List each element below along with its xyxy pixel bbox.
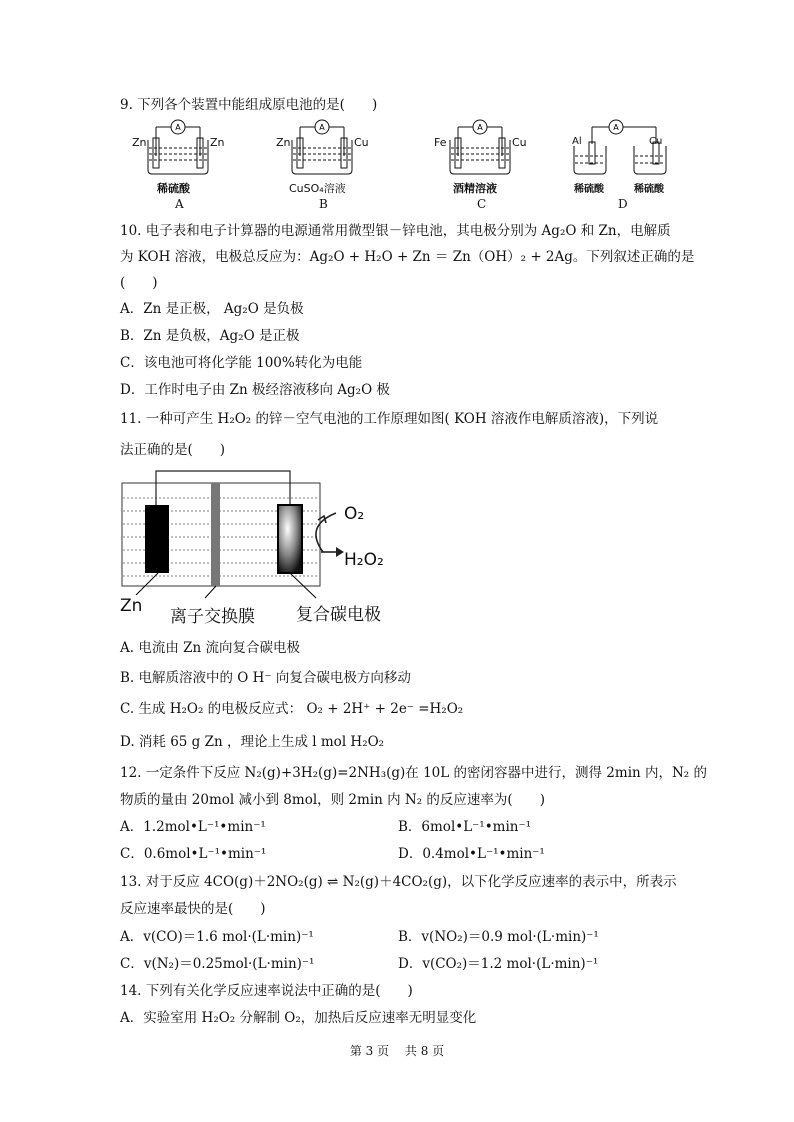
q12-option-d: D．0.4mol•L⁻¹•min⁻¹ xyxy=(398,846,545,862)
q9-stem: 9. 下列各个装置中能组成原电池的是( ) xyxy=(120,97,378,113)
q12-option-b: B．6mol•L⁻¹•min⁻¹ xyxy=(398,819,532,835)
ammeter-label-b: A xyxy=(319,123,325,132)
q13-line2: 反应速率最快的是( ) xyxy=(120,901,266,917)
device-d-letter: D xyxy=(618,197,628,211)
device-d-solution-right: 稀硫酸 xyxy=(634,184,664,195)
q11-option-b: B. 电解质溶液中的 O H⁻ 向复合碳电极方向移动 xyxy=(120,670,411,686)
page-footer: 第 3 页 共 8 页 xyxy=(349,1044,445,1058)
device-c-solution: 酒精溶液 xyxy=(453,182,497,195)
q11-option-c: C. 生成 H₂O₂ 的电极反应式： O₂ + 2H⁺ + 2e⁻ =H₂O₂ xyxy=(120,701,464,717)
device-b-left-electrode: Zn xyxy=(276,136,291,149)
device-a-left-electrode: Zn xyxy=(132,136,147,149)
q10-option-d: D．工作时电子由 Zn 极经溶液移向 Ag₂O 极 xyxy=(120,382,390,398)
label-h2o2: H₂O₂ xyxy=(344,550,384,570)
label-ion-exchange-membrane: 离子交换膜 xyxy=(170,607,255,627)
q10-option-c: C．该电池可将化学能 100%转化为电能 xyxy=(120,355,363,371)
label-o2: O₂ xyxy=(344,504,365,524)
label-zn-electrode: Zn xyxy=(120,596,143,616)
q10-line3: ( ) xyxy=(120,275,158,291)
ammeter-label-d: A xyxy=(613,123,619,132)
q10-line1: 10. 电子表和电子计算器的电源通常用微型银－锌电池，其电极分别为 Ag₂O 和 Zn，电解质 xyxy=(120,223,671,239)
device-c-left-electrode: Fe xyxy=(434,136,447,149)
device-b-letter: B xyxy=(319,197,328,211)
q11-line1: 11. 一种可产生 H₂O₂ 的锌－空气电池的工作原理如图( KOH 溶液作电解质溶液)，下列说 xyxy=(120,411,659,427)
ammeter-label-a: A xyxy=(175,123,181,132)
device-a-solution: 稀硫酸 xyxy=(157,182,190,195)
device-d-solution-left: 稀硫酸 xyxy=(574,184,604,195)
q14-option-a: A．实验室用 H₂O₂ 分解制 O₂，加热后反应速率无明显变化 xyxy=(120,1010,477,1026)
q11-option-a: A. 电流由 Zn 流向复合碳电极 xyxy=(120,640,300,656)
q13-line1: 13. 对于反应 4CO(g)＋2NO₂(g) ⇌ N₂(g)＋4CO₂(g)，以下化学反应速率的表示中，所表示 xyxy=(120,874,677,890)
device-a-right-electrode: Zn xyxy=(210,136,225,149)
q9-figure xyxy=(126,118,686,214)
q11-figure xyxy=(118,468,408,628)
device-d-right-electrode: Cu xyxy=(649,136,663,147)
q11-option-d: D. 消耗 65 g Zn ，理论上生成 l mol H₂O₂ xyxy=(120,734,385,750)
device-c-right-electrode: Cu xyxy=(512,136,527,149)
q9-devices-diagram xyxy=(126,118,686,214)
device-c-letter: C xyxy=(477,197,487,211)
device-a-letter: A xyxy=(175,197,184,211)
q13-option-c: C．v(N₂)＝0.25mol·(L·min)⁻¹ xyxy=(120,956,315,972)
device-b-right-electrode: Cu xyxy=(354,136,369,149)
q12-option-a: A．1.2mol•L⁻¹•min⁻¹ xyxy=(120,819,266,835)
q10-line2: 为 KOH 溶液，电极总反应为：Ag₂O + H₂O + Zn ＝ Zn（OH）₂ + 2Ag。下列叙述正确的是 xyxy=(120,249,695,265)
q13-option-d: D．v(CO₂)＝1.2 mol·(L·min)⁻¹ xyxy=(398,956,599,972)
q10-option-a: A．Zn 是正极， Ag₂O 是负极 xyxy=(120,301,304,317)
label-composite-carbon-electrode: 复合碳电极 xyxy=(296,605,381,625)
q14-line1: 14. 下列有关化学反应速率说法中正确的是( ) xyxy=(120,983,413,999)
q13-option-a: A．v(CO)＝1.6 mol·(L·min)⁻¹ xyxy=(120,929,314,945)
device-d-left-electrode: Al xyxy=(572,136,582,147)
q12-line2: 物质的量由 20mol 减小到 8mol，则 2min 内 N₂ 的反应速率为( ) xyxy=(120,792,545,808)
ammeter-label-c: A xyxy=(477,123,483,132)
q10-option-b: B．Zn 是负极，Ag₂O 是正极 xyxy=(120,328,300,344)
q12-option-c: C．0.6mol•L⁻¹•min⁻¹ xyxy=(120,846,267,862)
q12-line1: 12. 一定条件下反应 N₂(g)+3H₂(g)=2NH₃(g)在 10L 的密闭容器中进行，测得 2min 内，N₂ 的 xyxy=(120,765,708,781)
q11-line2: 法正确的是( ) xyxy=(120,442,226,458)
q13-option-b: B．v(NO₂)＝0.9 mol·(L·min)⁻¹ xyxy=(398,929,599,945)
device-b-solution: CuSO₄溶液 xyxy=(289,182,346,195)
